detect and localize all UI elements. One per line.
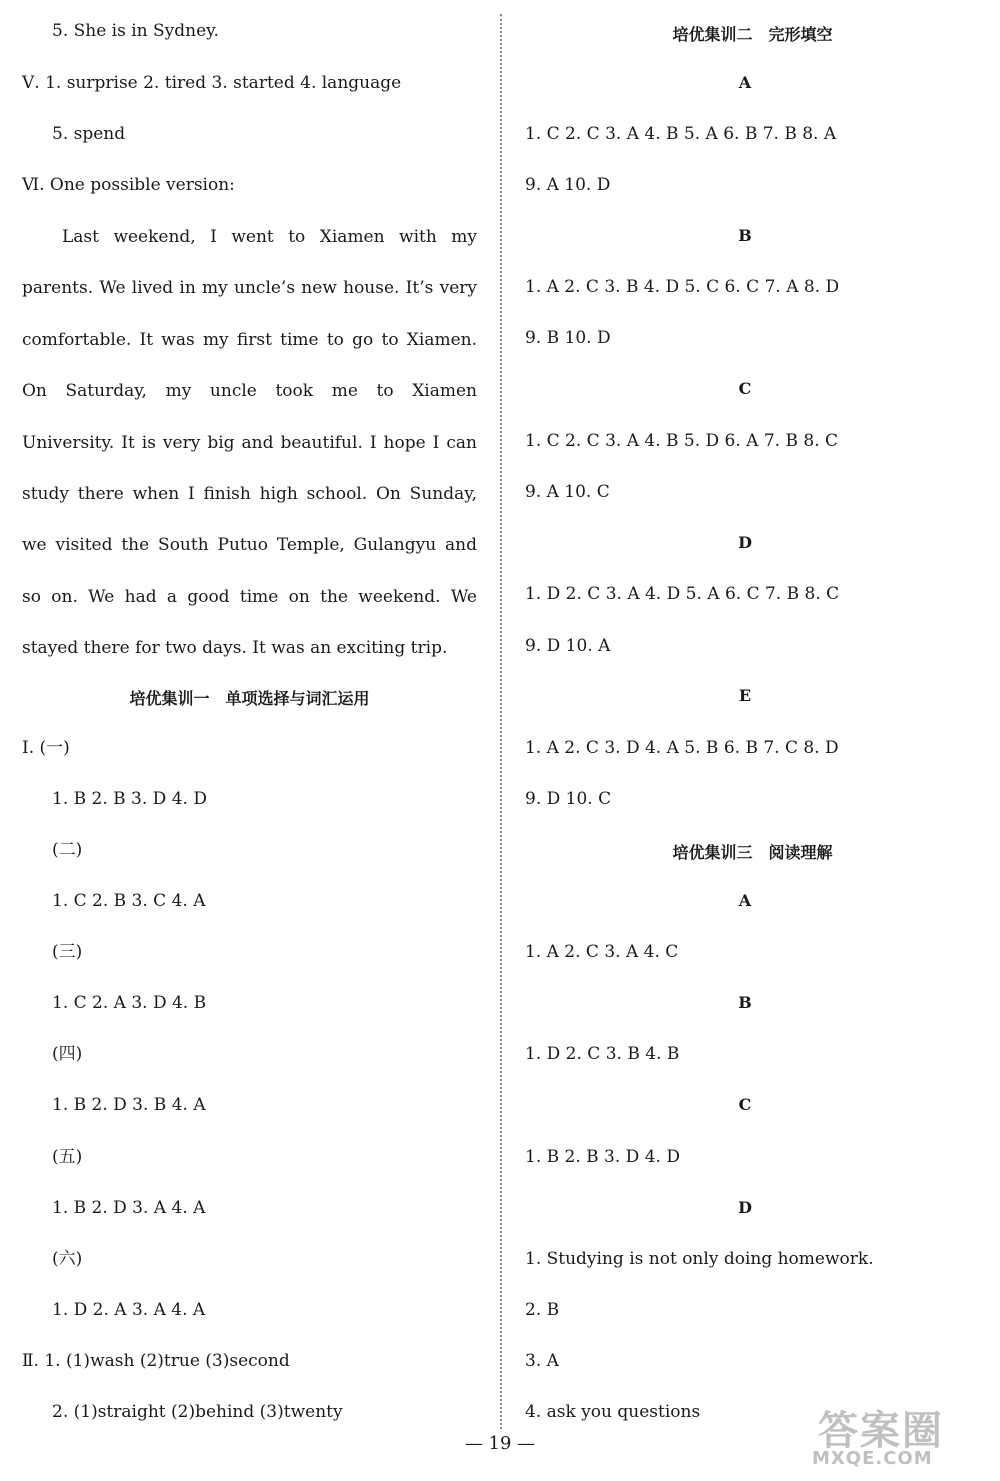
watermark-logo — [812, 1399, 982, 1469]
answer-row: 1. A 2. C 3. D 4. A 5. B 6. B 7. C 8. D — [525, 738, 839, 758]
answer-line: 2. (1)straight (2)behind (3)twenty — [52, 1402, 343, 1422]
answer-row: 2. B — [525, 1300, 560, 1320]
answer-line: 1. D 2. A 3. A 4. A — [52, 1300, 206, 1320]
model-essay — [22, 212, 477, 675]
section-title-1: 培优集训一 单项选择与词汇运用 — [129, 689, 370, 708]
passage-label: D — [738, 533, 752, 552]
column-divider — [500, 14, 502, 1429]
passage-label: E — [738, 686, 752, 705]
answer-line: 5. She is in Sydney. — [52, 21, 219, 41]
answer-row: 1. Studying is not only doing homework. — [525, 1249, 874, 1269]
answer-line: (五) — [52, 1147, 83, 1167]
passage-label: C — [738, 1095, 752, 1114]
answer-row: 1. C 2. C 3. A 4. B 5. A 6. B 7. B 8. A — [525, 124, 837, 144]
answer-line: 5. spend — [52, 124, 126, 144]
page-number: — 19 — — [464, 1433, 536, 1454]
answer-row: 4. ask you questions — [525, 1402, 701, 1422]
answer-line: 1. B 2. D 3. A 4. A — [52, 1198, 206, 1218]
watermark-brand: 答案圈 — [818, 1408, 944, 1454]
answer-row: 1. A 2. C 3. A 4. C — [525, 942, 679, 962]
answer-row: 9. D 10. A — [525, 636, 611, 656]
answer-line: 1. C 2. A 3. D 4. B — [52, 993, 207, 1013]
answer-row: 9. A 10. D — [525, 175, 611, 195]
answer-row: 1. B 2. B 3. D 4. D — [525, 1147, 680, 1167]
essay-text: Last weekend, I went to Xiamen with my parents. We lived in my uncle’s new house. It’s very comfortable. It was my first time to go to Xiamen. On Saturday, my uncle took me to Xiamen University. It is very big and beautiful. I hope I can study there when I finish high school. On Sunday, we visited the South Putuo Temple, Gulangyu and so on. We had a good time on the weekend. We stayed there for two days. It was an exciting trip. — [22, 227, 477, 659]
section-title-2: 培优集训二 完形填空 — [672, 25, 833, 44]
answer-row: 1. D 2. C 3. B 4. B — [525, 1044, 680, 1064]
passage-label: A — [738, 891, 752, 910]
answer-row: 9. D 10. C — [525, 789, 612, 809]
answer-row: 9. A 10. C — [525, 482, 610, 502]
answer-line: 1. B 2. D 3. B 4. A — [52, 1095, 206, 1115]
answer-row: 1. D 2. C 3. A 4. D 5. A 6. C 7. B 8. C — [525, 584, 840, 604]
answer-row: 1. C 2. C 3. A 4. B 5. D 6. A 7. B 8. C — [525, 431, 839, 451]
section-title-3: 培优集训三 阅读理解 — [672, 843, 833, 862]
passage-label: C — [738, 379, 752, 398]
watermark-url: MXQE.COM — [812, 1448, 933, 1469]
answer-line: 1. C 2. B 3. C 4. A — [52, 891, 206, 911]
passage-label: D — [738, 1198, 752, 1217]
passage-label: B — [738, 226, 752, 245]
answer-line: (四) — [52, 1044, 83, 1064]
answer-line: (二) — [52, 840, 83, 860]
answer-row: 3. A — [525, 1351, 559, 1371]
answer-row: 9. B 10. D — [525, 328, 611, 348]
answer-line: Ⅴ. 1. surprise 2. tired 3. started 4. language — [22, 73, 402, 93]
passage-label: A — [738, 73, 752, 92]
answer-line: Ⅱ. 1. (1)wash (2)true (3)second — [22, 1351, 290, 1371]
answer-line: (三) — [52, 942, 83, 962]
answer-line: Ⅵ. One possible version: — [22, 175, 235, 195]
answer-row: 1. A 2. C 3. B 4. D 5. C 6. C 7. A 8. D — [525, 277, 840, 297]
answer-line: (六) — [52, 1249, 83, 1269]
passage-label: B — [738, 993, 752, 1012]
answer-line: Ⅰ. (一) — [22, 738, 70, 758]
answer-line: 1. B 2. B 3. D 4. D — [52, 789, 207, 809]
